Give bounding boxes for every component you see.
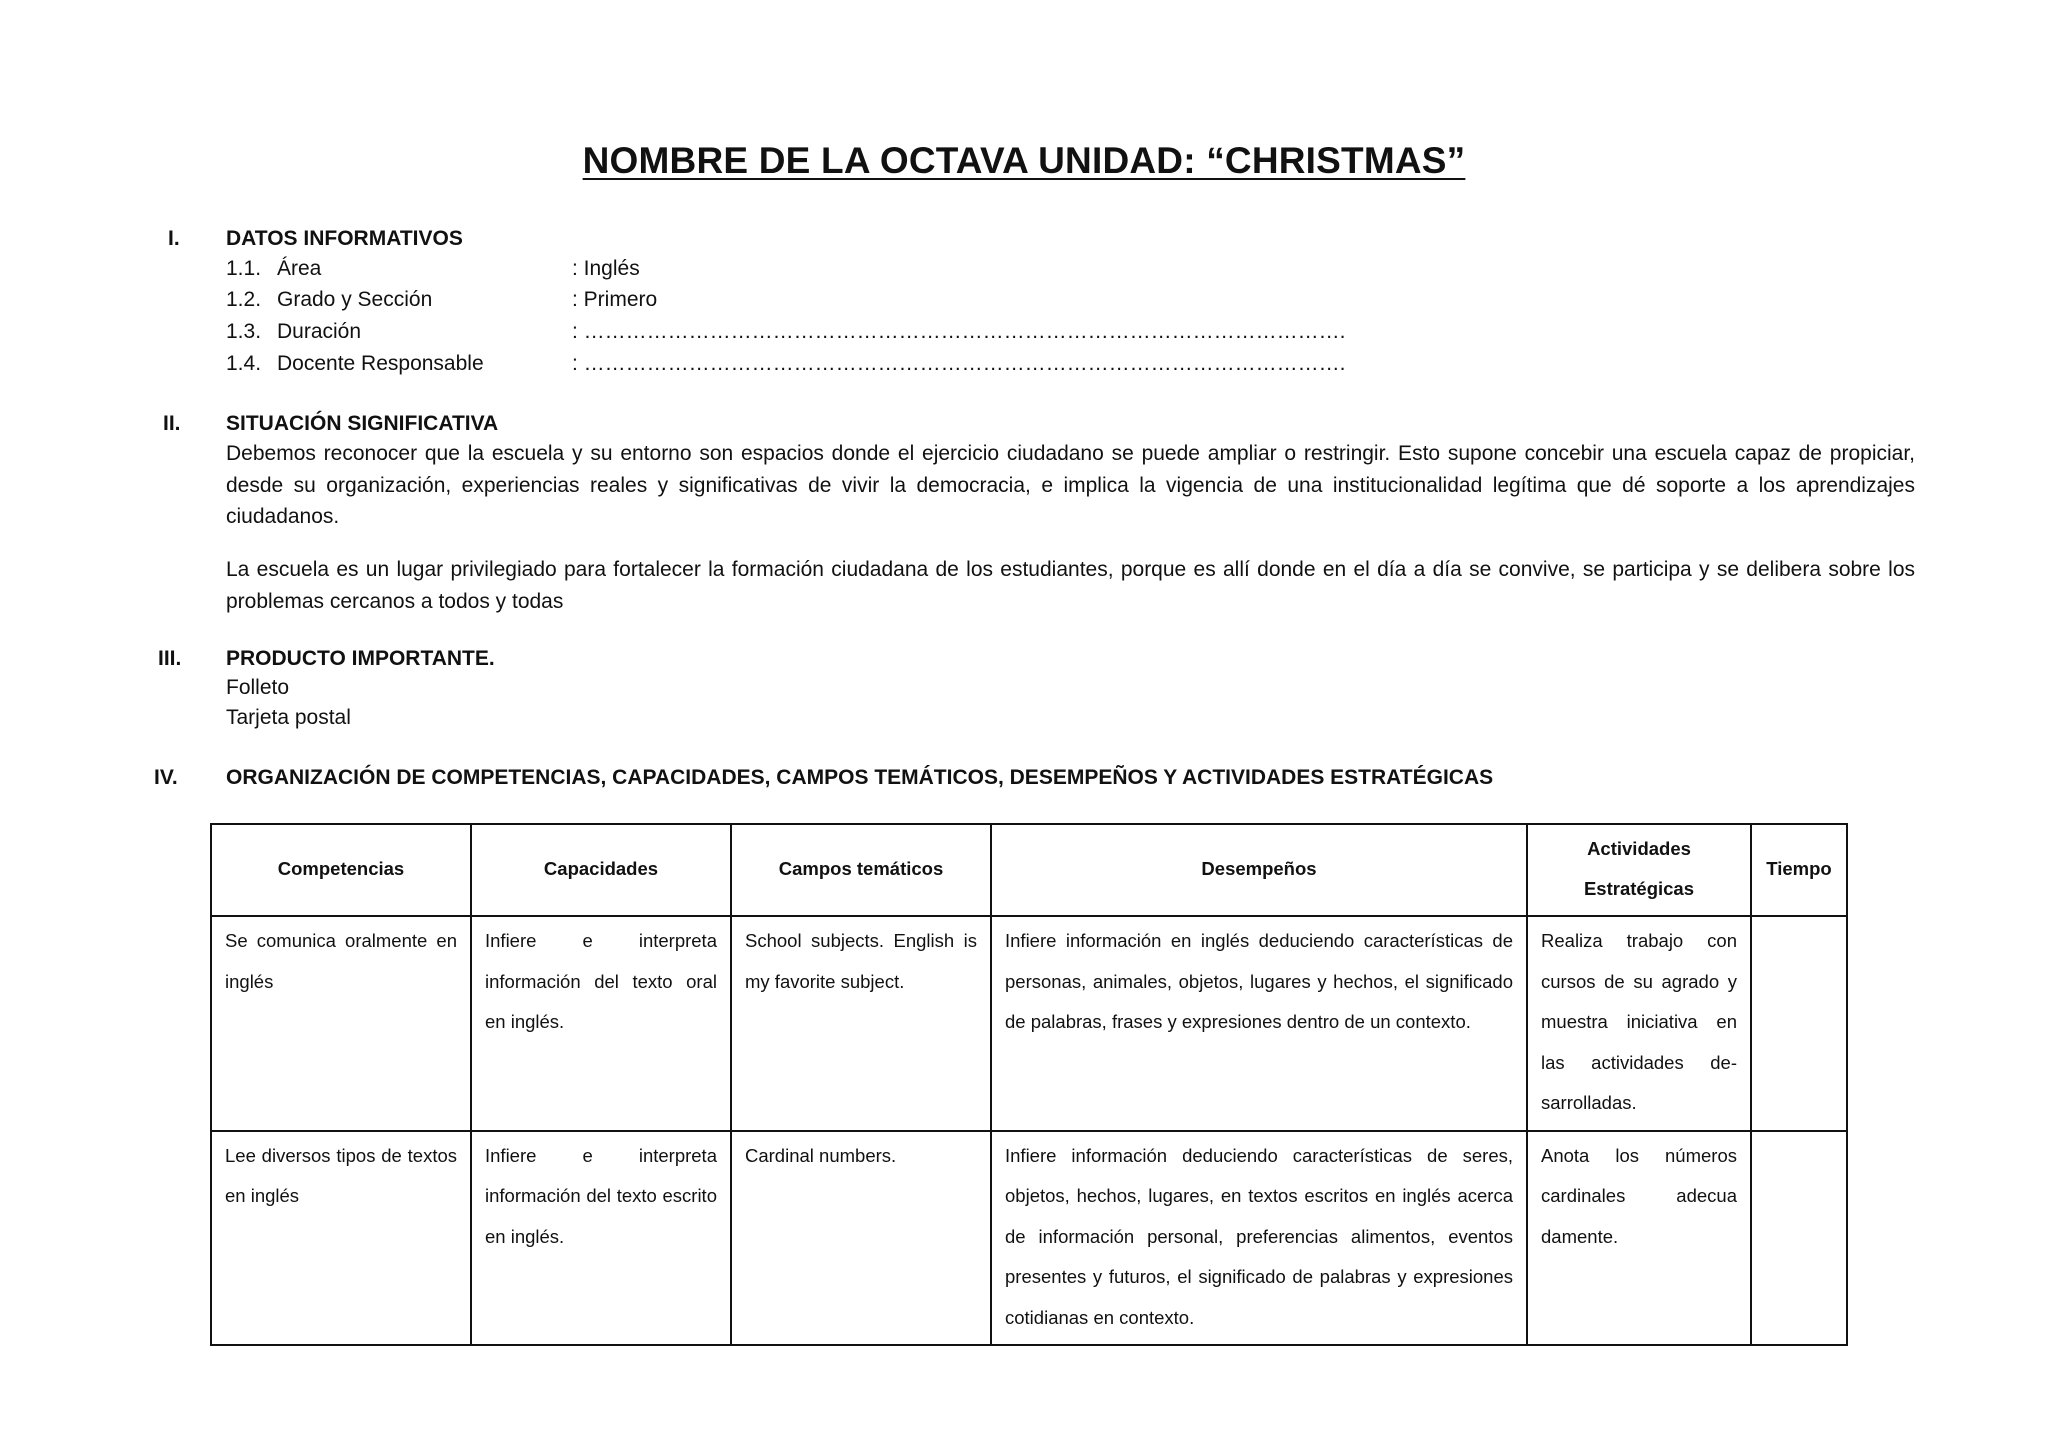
info-row-area bbox=[226, 257, 1326, 285]
info-value: : ………………………………………………………………………………………………. bbox=[572, 352, 1346, 375]
info-index: 1.2. bbox=[226, 288, 262, 311]
section-heading-situacion: SITUACIÓN SIGNIFICATIVA bbox=[226, 412, 499, 435]
info-value: : ………………………………………………………………………………………………. bbox=[572, 320, 1346, 343]
table-row bbox=[211, 916, 1847, 1131]
info-label: Grado y Sección bbox=[277, 288, 433, 311]
cell-desempenos: Infiere información en inglés deduciendo características de personas, animales, objetos, lugares y hechos, el significado de palabras, frases y expresiones dentro de un contexto. bbox=[991, 916, 1527, 1131]
table-row bbox=[211, 1131, 1847, 1346]
situacion-paragraph-2: La escuela es un lugar privilegiado para fortalecer la formación ciudadana de los estudiantes, porque es allí donde en el día a día se convive, se participa y se delibera sobre los problemas cercanos a todos y todas bbox=[226, 558, 1915, 613]
section-number-4: IV. bbox=[154, 766, 178, 789]
info-label: Duración bbox=[277, 320, 362, 343]
cell-tiempo bbox=[1751, 1131, 1847, 1346]
section-number-1: I. bbox=[168, 227, 180, 250]
organization-table bbox=[210, 823, 1848, 1346]
header-tiempo: Tiempo bbox=[1751, 824, 1847, 916]
section-heading-producto: PRODUCTO IMPORTANTE. bbox=[226, 647, 495, 670]
section-number-3: III. bbox=[158, 647, 182, 670]
section-heading-organizacion: ORGANIZACIÓN DE COMPETENCIAS, CAPACIDADES, CAMPOS TEMÁTICOS, DESEMPEÑOS Y ACTIVIDADES ESTRATÉGICAS bbox=[226, 766, 1494, 789]
info-index: 1.1. bbox=[226, 257, 262, 280]
cell-capacidades: Infiere e interpreta información del texto oral en inglés. bbox=[471, 916, 731, 1131]
header-desempenos: Desempeños bbox=[991, 824, 1527, 916]
cell-campos-tematicos: School subjects. English is my favorite subject. bbox=[731, 916, 991, 1131]
section-heading-datos: DATOS INFORMATIVOS bbox=[226, 227, 463, 250]
table-header-row bbox=[211, 824, 1847, 916]
header-competencias: Competencias bbox=[211, 824, 471, 916]
header-capacidades: Capacidades bbox=[471, 824, 731, 916]
situacion-paragraph-1: Debemos reconocer que la escuela y su entorno son espacios donde el ejercicio ciudadano se puede ampliar o restringir. Esto supone concebir una escuela capaz de propiciar, desde su organización, experiencias reales y significativas de vivir la democracia, e implica la vigencia de una institucionalidad legítima que dé soporte a los aprendizajes ciudadanos. bbox=[226, 442, 1915, 528]
cell-actividades: Realiza trabajo con cursos de su agrado y muestra iniciativa en las actividades de-sarrolladas. bbox=[1527, 916, 1751, 1131]
info-value: : Primero bbox=[572, 288, 658, 311]
cell-competencias: Lee diversos tipos de textos en inglés bbox=[211, 1131, 471, 1346]
header-campos-tematicos: Campos temáticos bbox=[731, 824, 991, 916]
info-label: Área bbox=[277, 257, 322, 280]
page-title: NOMBRE DE LA OCTAVA UNIDAD: “CHRISTMAS” bbox=[582, 140, 1466, 181]
cell-desempenos: Infiere información deduciendo características de seres, objetos, hechos, lugares, en textos escritos en inglés acerca de información personal, preferencias alimentos, eventos presentes y futuros, el significado de palabras y expresiones cotidianas en contexto. bbox=[991, 1131, 1527, 1346]
cell-actividades: Anota los números cardinales adecua damente. bbox=[1527, 1131, 1751, 1346]
cell-tiempo bbox=[1751, 916, 1847, 1131]
info-row-duracion bbox=[226, 320, 1346, 348]
info-row-docente bbox=[226, 352, 1346, 380]
info-label: Docente Responsable bbox=[277, 352, 484, 375]
cell-campos-tematicos: Cardinal numbers. bbox=[731, 1131, 991, 1346]
info-index: 1.4. bbox=[226, 352, 262, 375]
header-actividades: Actividades Estratégicas bbox=[1527, 824, 1751, 916]
producto-item: Tarjeta postal bbox=[226, 706, 351, 729]
cell-competencias: Se comunica oralmente en inglés bbox=[211, 916, 471, 1131]
info-index: 1.3. bbox=[226, 320, 262, 343]
producto-item: Folleto bbox=[226, 676, 290, 699]
cell-capacidades: Infiere e interpreta información del texto escrito en inglés. bbox=[471, 1131, 731, 1346]
info-row-grado bbox=[226, 288, 1326, 316]
section-number-2: II. bbox=[163, 412, 181, 435]
info-value: : Inglés bbox=[572, 257, 640, 280]
